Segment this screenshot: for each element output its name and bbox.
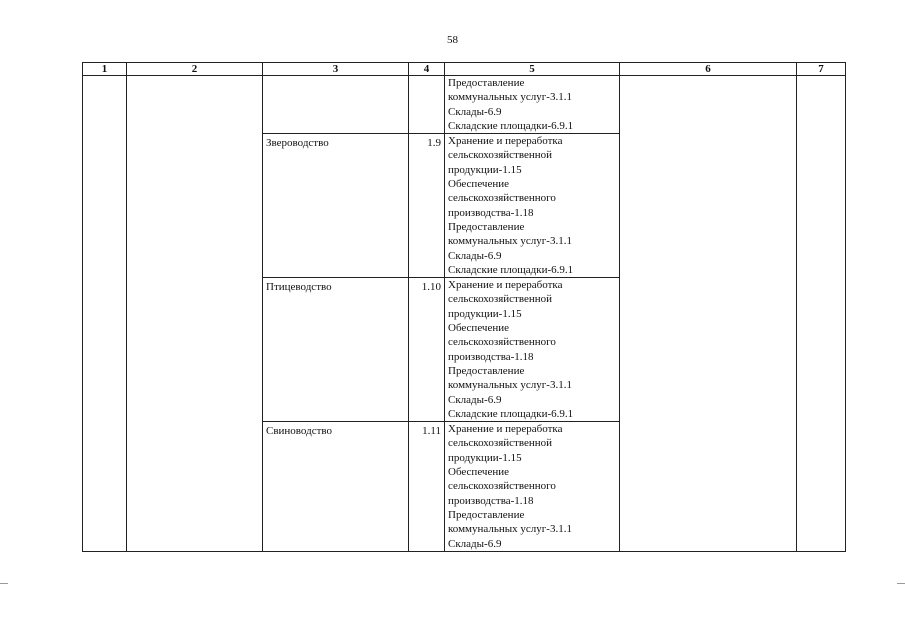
activity-code-cell	[409, 134, 445, 278]
permitted-use-line: Хранение и переработка	[448, 279, 563, 292]
activity-name: Свиноводство	[266, 425, 333, 438]
permitted-use-line: производства-1.18	[448, 350, 534, 363]
permitted-use-line: производства-1.18	[448, 206, 534, 219]
table-body	[83, 76, 846, 552]
activity-code-cell	[409, 422, 445, 552]
permitted-use-line: Склады-6.9	[448, 105, 502, 118]
column-header-7: 7	[797, 63, 846, 76]
permitted-use-line: продукции-1.15	[448, 451, 522, 464]
page-number: 58	[447, 34, 458, 46]
activity-code: 1.9	[427, 137, 441, 150]
column-header-4: 4	[409, 63, 445, 76]
permitted-use-line: Склады-6.9	[448, 393, 502, 406]
permitted-use-line: Предоставление	[448, 220, 525, 233]
column-header-1: 1	[83, 63, 127, 76]
activity-name: Звероводство	[266, 137, 329, 150]
permitted-use-line: коммунальных услуг-3.1.1	[448, 235, 572, 248]
page-edge-mark-right	[897, 583, 905, 584]
permitted-use-line: сельскохозяйственной	[448, 149, 553, 162]
permitted-use-line: Обеспечение	[448, 178, 509, 191]
activity-cell	[263, 278, 409, 422]
permitted-use-line: сельскохозяйственной	[448, 293, 553, 306]
permitted-use-line: коммунальных услуг-3.1.1	[448, 379, 572, 392]
permitted-use-line: Складские площадки-6.9.1	[448, 263, 574, 276]
column-header-6: 6	[620, 63, 797, 76]
permitted-uses-cell	[445, 134, 620, 278]
permitted-use-line: коммунальных услуг-3.1.1	[448, 91, 572, 104]
column-7-cell	[797, 76, 846, 552]
table-row	[83, 76, 846, 134]
header-row	[83, 63, 846, 76]
permitted-use-line: Хранение и переработка	[448, 135, 563, 148]
activity-code-cell	[409, 278, 445, 422]
permitted-use-line: Склады-6.9	[448, 537, 502, 550]
permitted-use-line: Склады-6.9	[448, 249, 502, 262]
permitted-use-line: Предоставление	[448, 77, 525, 89]
activity-code: 1.10	[421, 281, 441, 294]
activity-code: 1.11	[422, 425, 441, 438]
activity-code	[412, 76, 441, 78]
permitted-use-line: Хранение и переработка	[448, 423, 563, 436]
activity-name: Птицеводство	[266, 281, 332, 294]
permitted-use-line: Обеспечение	[448, 322, 509, 335]
permitted-use-line: Складские площадки-6.9.1	[448, 407, 574, 420]
permitted-use-line: продукции-1.15	[448, 163, 522, 176]
permitted-use-line: Складские площадки-6.9.1	[448, 119, 574, 132]
permitted-use-line: сельскохозяйственного	[448, 480, 556, 493]
permitted-uses-cell	[445, 422, 620, 552]
page-edge-mark-left	[0, 583, 8, 584]
activity-cell	[263, 134, 409, 278]
activity-cell	[263, 422, 409, 552]
permitted-use-line: сельскохозяйственного	[448, 192, 556, 205]
permitted-use-line: сельскохозяйственной	[448, 437, 553, 450]
column-header-5: 5	[445, 63, 620, 76]
column-6-cell	[620, 76, 797, 552]
permitted-use-line: Обеспечение	[448, 466, 509, 479]
column-2-cell	[127, 76, 263, 552]
column-header-3: 3	[263, 63, 409, 76]
permitted-uses-cell	[445, 76, 620, 134]
permitted-use-line: коммунальных услуг-3.1.1	[448, 523, 572, 536]
permitted-use-line: Предоставление	[448, 364, 525, 377]
column-1-cell	[83, 76, 127, 552]
permitted-use-line: сельскохозяйственного	[448, 336, 556, 349]
permitted-use-line: Предоставление	[448, 508, 525, 521]
activity-code-cell	[409, 76, 445, 134]
activity-cell	[263, 76, 409, 134]
permitted-use-line: производства-1.18	[448, 494, 534, 507]
permitted-use-line: продукции-1.15	[448, 307, 522, 320]
land-use-table	[82, 62, 846, 552]
permitted-uses-cell	[445, 278, 620, 422]
activity-name	[266, 76, 405, 78]
column-header-2: 2	[127, 63, 263, 76]
